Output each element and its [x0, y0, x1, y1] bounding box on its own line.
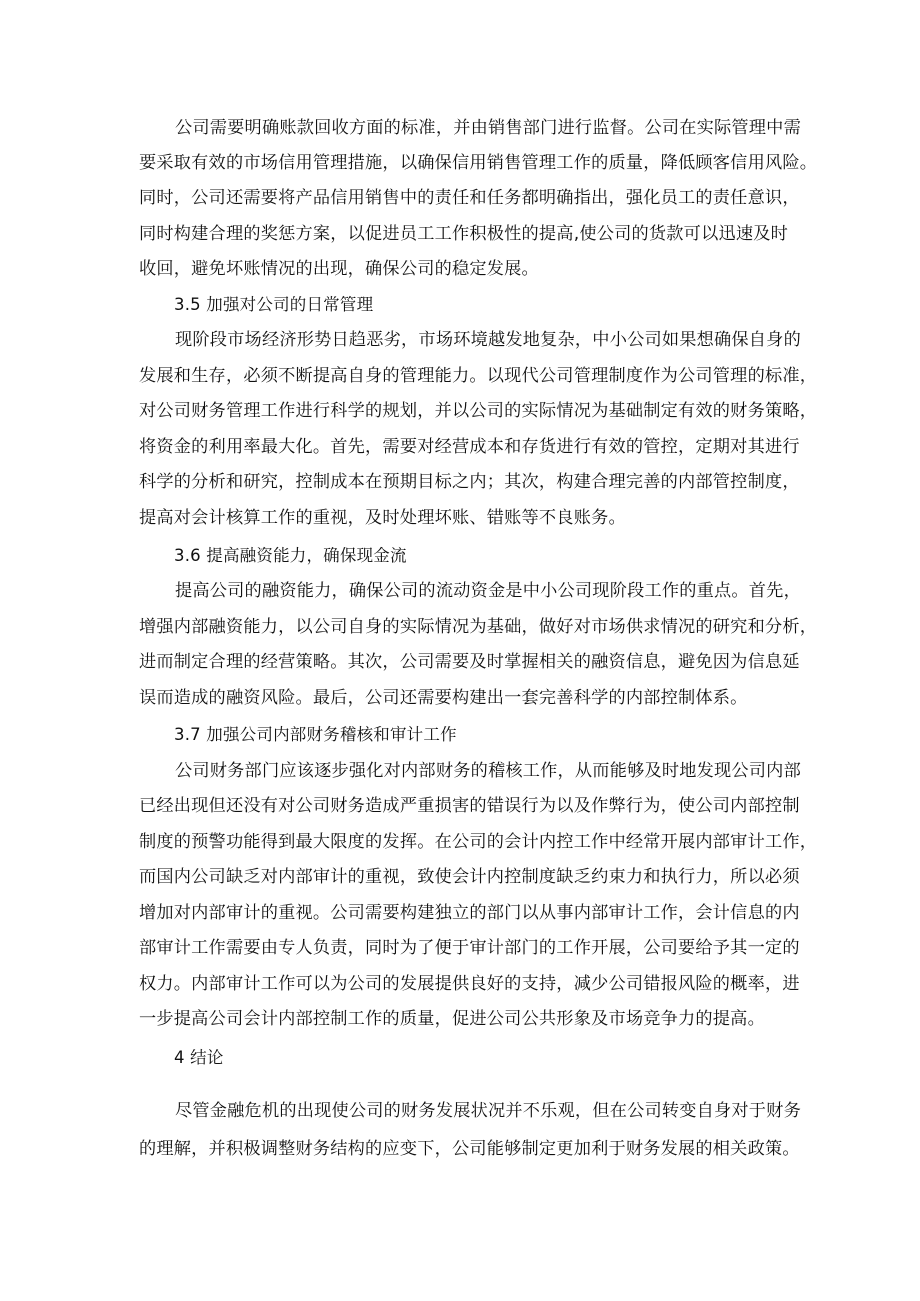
text-line: 权力。内部审计工作可以为公司的发展提供良好的支持，减少公司错报风险的概率，进 — [139, 974, 800, 994]
text-line: 公司需要明确账款回收方面的标准，并由销售部门进行监督。公司在实际管理中需 — [175, 118, 801, 138]
section-heading-3-6: 3.6 提高融资能力，确保现金流 — [174, 546, 407, 565]
text-line: 增强内部融资能力，以公司自身的实际情况为基础，做好对市场供求情况的研究和分析， — [139, 617, 818, 637]
text-line: 现阶段市场经济形势日趋恶劣，市场环境越发地复杂，中小公司如果想确保自身的 — [175, 330, 801, 350]
text-line: 同时构建合理的奖惩方案，以促进员工工作积极性的提高,使公司的货款可以迅速及时 — [139, 224, 789, 244]
text-line: 提高对会计核算工作的重视，及时处理坏账、错账等不良账务。 — [139, 508, 626, 528]
text-line: 制度的预警功能得到最大限度的发挥。在公司的会计内控工作中经常开展内部审计工作， — [139, 832, 818, 852]
text-line: 误而造成的融资风险。最后，公司还需要构建出一套完善科学的内部控制体系。 — [139, 688, 748, 708]
text-line: 将资金的利用率最大化。首先，需要对经营成本和存货进行有效的管控，定期对其进行 — [139, 437, 800, 457]
section-heading-3-7: 3.7 加强公司内部财务稽核和审计工作 — [174, 725, 457, 744]
section-heading-4: 4 结论 — [174, 1048, 224, 1067]
section-heading-3-5: 3.5 加强对公司的日常管理 — [174, 295, 374, 314]
text-line: 要采取有效的市场信用管理措施，以确保信用销售管理工作的质量，降低顾客信用风险。 — [139, 153, 818, 173]
text-line: 尽管金融危机的出现使公司的财务发展状况并不乐观，但在公司转变自身对于财务 — [175, 1101, 801, 1121]
text-line: 科学的分析和研究，控制成本在预期目标之内；其次，构建合理完善的内部管控制度， — [139, 472, 800, 492]
text-line: 一步提高公司会计内部控制工作的质量，促进公司公共形象及市场竞争力的提高。 — [139, 1009, 765, 1029]
text-line: 提高公司的融资能力，确保公司的流动资金是中小公司现阶段工作的重点。首先， — [175, 581, 801, 601]
text-line: 部审计工作需要由专人负责，同时为了便于审计部门的工作开展，公司要给予其一定的 — [139, 938, 800, 958]
text-line: 已经出现但还没有对公司财务造成严重损害的错误行为以及作弊行为，使公司内部控制 — [139, 796, 800, 816]
text-line: 进而制定合理的经营策略。其次，公司需要及时掌握相关的融资信息，避免因为信息延 — [139, 652, 800, 672]
text-line: 同时，公司还需要将产品信用销售中的责任和任务都明确指出，强化员工的责任意识， — [139, 188, 800, 208]
text-line: 而国内公司缺乏对内部审计的重视，致使会计内控制度缺乏约束力和执行力，所以必须 — [139, 867, 800, 887]
text-line: 增加对内部审计的重视。公司需要构建独立的部门以从事内部审计工作，会计信息的内 — [139, 903, 800, 923]
text-line: 发展和生存，必须不断提高自身的管理能力。以现代公司管理制度作为公司管理的标准， — [139, 366, 818, 386]
text-line: 收回，避免坏账情况的出现，确保公司的稳定发展。 — [139, 259, 539, 279]
text-line: 对公司财务管理工作进行科学的规划，并以公司的实际情况为基础制定有效的财务策略， — [139, 401, 818, 421]
text-line: 的理解，并积极调整财务结构的应变下，公司能够制定更加利于财务发展的相关政策。 — [139, 1139, 800, 1159]
text-line: 公司财务部门应该逐步强化对内部财务的稽核工作，从而能够及时地发现公司内部 — [175, 761, 801, 781]
